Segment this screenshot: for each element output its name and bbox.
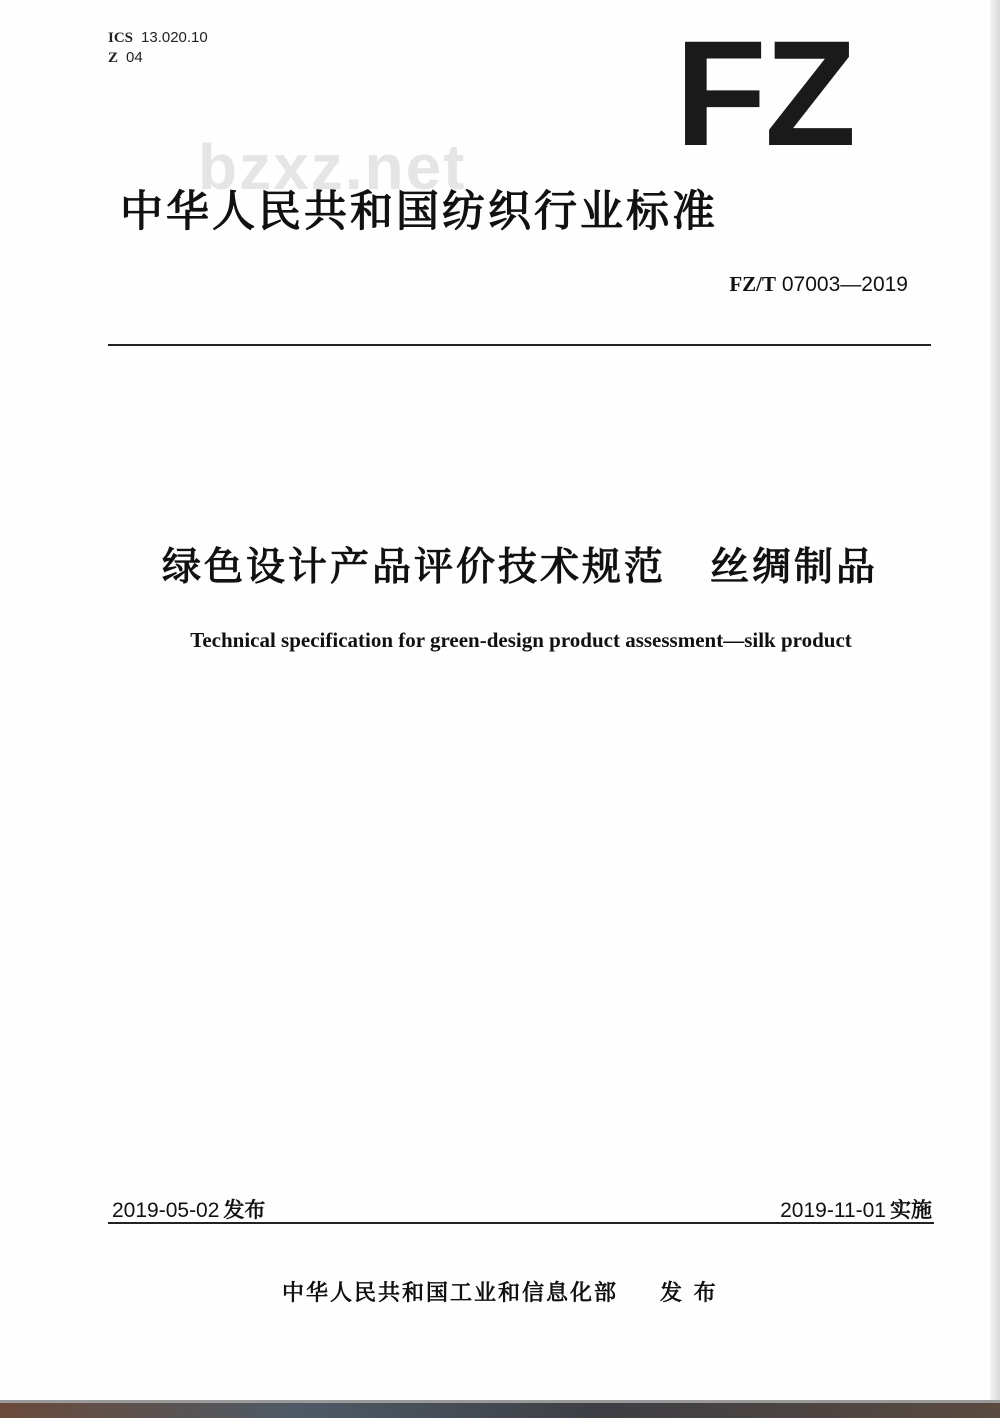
effective-date: 2019-11-01 — [780, 1199, 886, 1222]
standard-prefix: FZ/T — [729, 272, 777, 296]
z-label: Z — [108, 50, 119, 66]
title-sub: 丝绸制品 — [710, 545, 879, 590]
document-title-cn — [0, 536, 1000, 592]
issue-date-line — [112, 1194, 265, 1224]
top-divider — [108, 344, 931, 346]
issue-word: 发布 — [223, 1198, 266, 1222]
watermark: bzxz.net — [198, 131, 467, 203]
bottom-divider — [108, 1222, 934, 1224]
industry-standard-title: 中华人民共和国纺织行业标准 — [120, 187, 718, 237]
publisher-action: 发 布 — [660, 1281, 718, 1306]
effective-date-line — [780, 1194, 932, 1224]
publisher-line — [282, 1276, 718, 1307]
standard-code: 07003—2019 — [781, 273, 908, 296]
title-main: 绿色设计产品评价技术规范 — [161, 545, 666, 590]
page-bottom-edge — [0, 1400, 1000, 1403]
fz-logo: FZ — [675, 9, 855, 177]
ics-line — [108, 28, 208, 48]
document-title-en: Technical specification for green-design product assessment—silk product — [190, 628, 852, 652]
page-edge-shadow — [990, 0, 1000, 1400]
z-line — [108, 48, 208, 68]
z-code: 04 — [126, 49, 143, 66]
ics-code: 13.020.10 — [141, 29, 208, 46]
issue-date: 2019-05-02 — [112, 1199, 220, 1222]
standard-number — [729, 272, 908, 297]
classification-codes — [108, 28, 208, 68]
publisher-name: 中华人民共和国工业和信息化部 — [282, 1281, 619, 1306]
ics-label: ICS — [108, 30, 134, 46]
effective-word: 实施 — [890, 1198, 932, 1222]
